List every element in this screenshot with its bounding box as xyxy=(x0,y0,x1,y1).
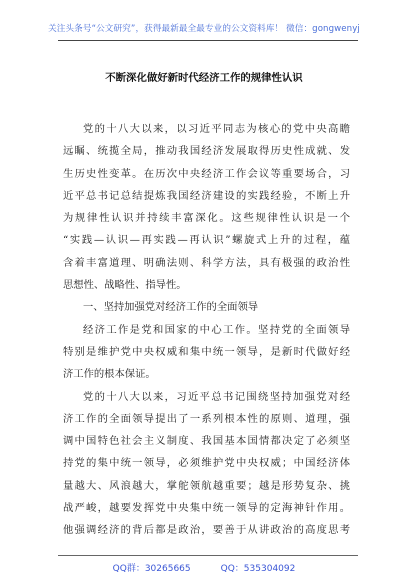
document-title: 不断深化做好新时代经济工作的规律性认识 xyxy=(105,72,303,84)
paragraph-line: 思想性、战略性、指导性。 xyxy=(63,279,187,292)
paragraph-line: 特别是维护党中央权威和集中统一领导，是新时代做好经 xyxy=(63,345,350,358)
paragraph-line: 经济工作是党和国家的中心工作。坚持党的全面领导 xyxy=(83,323,350,336)
footer-qq: QQ：535304092 xyxy=(220,564,296,574)
section-heading: 一、坚持加强党对经济工作的全面领导 xyxy=(83,301,259,314)
footer-divider xyxy=(58,555,358,556)
paragraph-line: 党的十八大以来，以习近平同志为核心的党中央高瞻 xyxy=(83,123,350,135)
paragraph-line: 战严峻，越要发挥党中央集中统一领导的定海神针作用。 xyxy=(63,502,350,515)
paragraph-line: 近平总书记总结提炼我国经济建设的实践经验，不断上升 xyxy=(63,189,350,202)
paragraph-line: 调中国特色社会主义制度、我国基本国情都决定了必须坚 xyxy=(63,435,350,448)
paragraph-line: 党的十八大以来，习近平总书记围绕坚持加强党对经 xyxy=(83,390,350,403)
paragraph-line: 生历史性变革。在历次中央经济工作会议等重要场合，习 xyxy=(63,167,350,180)
header-banner: 关注头条号“公文研究”，获得最新最全最专业的公文资料库！ 微信：gongwenyj xyxy=(48,24,360,34)
paragraph-line: 济工作的全面领导提出了一系列根本性的原则、道理，强 xyxy=(63,412,350,425)
paragraph-line: 量越大、风浪越大，掌舵领航越重要；越是形势复杂、挑 xyxy=(63,479,350,492)
paragraph-line: 远瞩、统揽全局，推动我国经济发展取得历史性成就、发 xyxy=(63,145,350,158)
footer-qq-group: QQ群：30265665 xyxy=(112,564,191,574)
paragraph-line: 济工作的根本保证。 xyxy=(63,368,156,381)
document-body xyxy=(63,118,350,542)
paragraph-line: 含着丰富道理、明确法则、科学方法，具有极强的政治性 xyxy=(63,256,350,269)
paragraph-line: 为规律性认识并持续丰富深化。这些规律性认识是一个 xyxy=(63,212,350,225)
footer-contact xyxy=(0,561,408,574)
paragraph-line: “实践—认识—再实践—再认识”螺旋式上升的过程，蕴 xyxy=(63,234,350,247)
paragraph-line: 他强调经济的背后都是政治，要善于从讲政治的高度思考 xyxy=(63,524,350,537)
paragraph-line: 持党的集中统一领导，必须维护党中央权威；中国经济体 xyxy=(63,457,350,470)
header-divider xyxy=(58,40,358,41)
